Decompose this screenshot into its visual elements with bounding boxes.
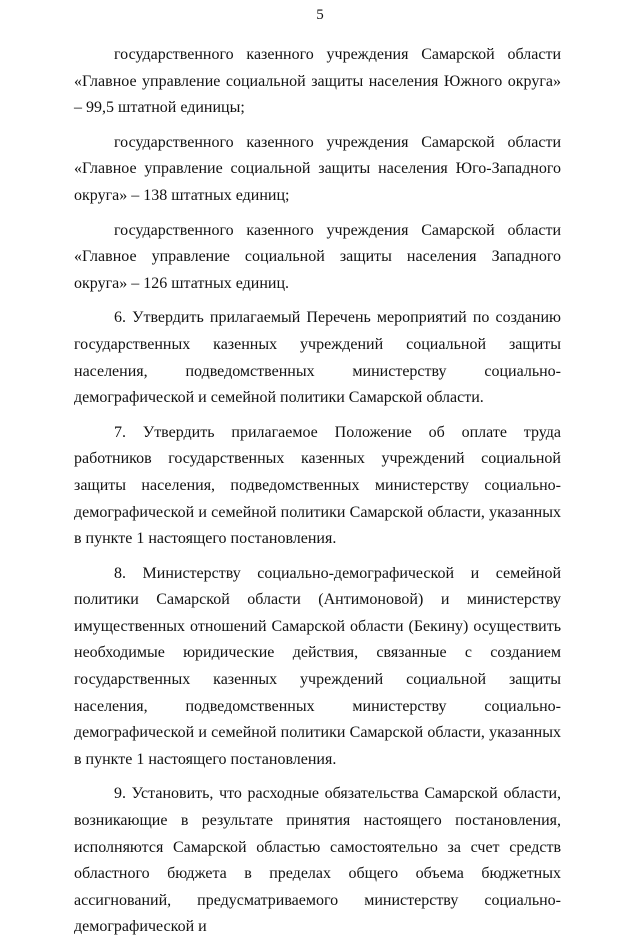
paragraph-southern-district: государственного казенного учреждения Самарской области «Главное управление социальной защиты населения Южного округа» – 99,5 штатной единицы;	[74, 46, 561, 117]
paragraph-western-district: государственного казенного учреждения Самарской области «Главное управление социальной защиты населения Западного округа» – 126 штатных единиц.	[74, 221, 561, 292]
paragraph-item-6: 6. Утвердить прилагаемый Перечень мероприятий по созданию государственных казенных учреждений социальной защиты населения, подведомственных министерству социально-демографической и семейной политики Самарской области.	[74, 309, 561, 407]
document-body	[74, 42, 561, 941]
paragraph-item-9: 9. Установить, что расходные обязательства Самарской области, возникающие в результате принятия настоящего постановления, исполняются Самарской областью самостоятельно за счет средств областного бюджета в пределах общего объема бюджетных ассигнований, предусматриваемого министерству социально-демографической и	[74, 785, 561, 936]
paragraph-item-8: 8. Министерству социально-демографической и семейной политики Самарской области (Антимоновой) и министерству имущественных отношений Самарской области (Бекину) осуществить необходимые юридические действия, связанные с созданием государственных казенных учреждений социальной защиты населения, подведомственных министерству социально-демографической и семейной политики Самарской области, указанных в пункте 1 настоящего постановления.	[74, 564, 561, 768]
paragraph-southwestern-district: государственного казенного учреждения Самарской области «Главное управление социальной защиты населения Юго-Западного округа» – 138 штатных единиц;	[74, 133, 561, 204]
page-number: 5	[316, 7, 324, 23]
paragraph-item-7: 7. Утвердить прилагаемое Положение об оплате труда работников государственных казенных учреждений социальной защиты населения, подведомственных министерству социально-демографической и семейной политики Самарской области, указанных в пункте 1 настоящего постановления.	[74, 423, 561, 548]
